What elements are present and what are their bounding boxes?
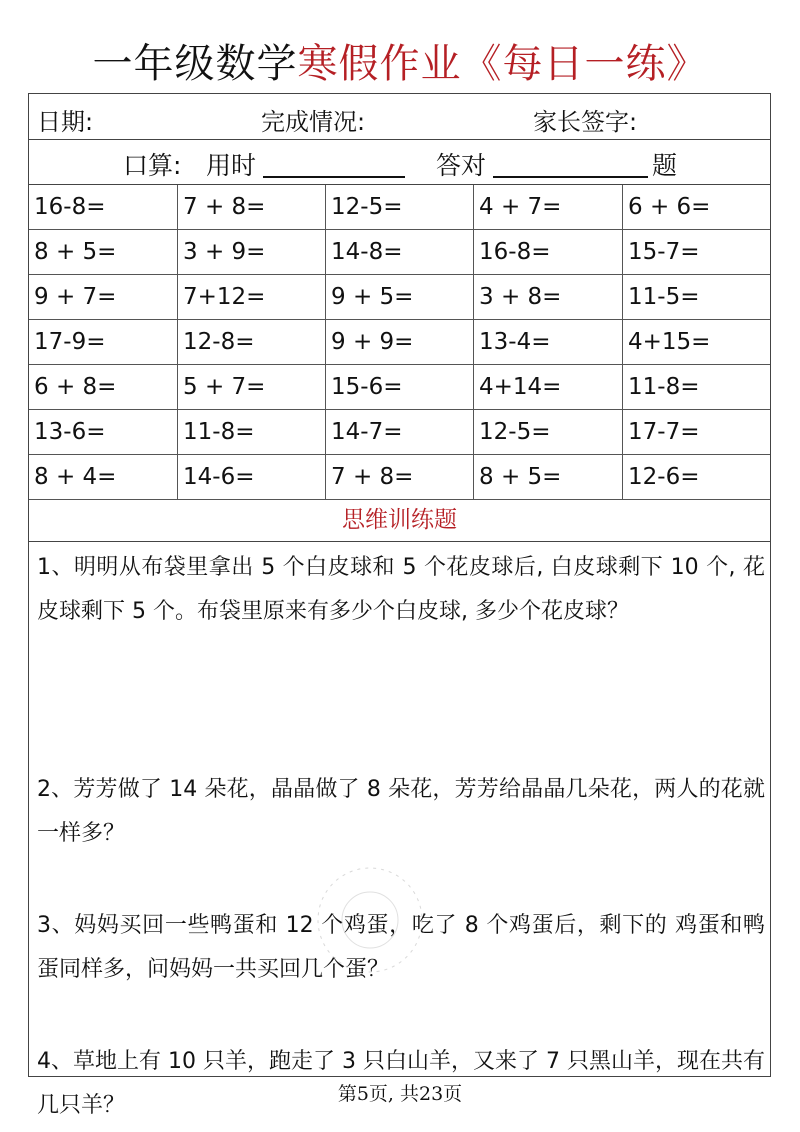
word-problem-2: 2、芳芳做了 14 朵花，晶晶做了 8 朵花，芳芳给晶晶几朵花，两人的花就一样多？: [37, 777, 765, 846]
page-title: [0, 38, 800, 90]
problem-cell: 14-7=: [326, 410, 474, 455]
problem-cell: 8 + 5=: [29, 230, 178, 275]
problem-cell: 16-8=: [29, 185, 178, 230]
completion-status-label: 完成情况:: [261, 108, 366, 136]
problem-cell: 4+15=: [623, 320, 770, 365]
problem-cell: 7 + 8=: [326, 455, 474, 500]
correct-count-blank[interactable]: [493, 176, 648, 178]
title-homework: 寒假作业《每日一练》: [297, 41, 708, 87]
title-grade: 一年级数学: [92, 41, 298, 87]
problem-cell: 11-8=: [623, 365, 770, 410]
problem-cell: 12-6=: [623, 455, 770, 500]
problem-cell: 8 + 4=: [29, 455, 178, 500]
problem-cell: 17-7=: [623, 410, 770, 455]
problem-cell: 12-5=: [474, 410, 623, 455]
problem-cell: 13-4=: [474, 320, 623, 365]
problem-cell: 14-6=: [178, 455, 326, 500]
problem-cell: 8 + 5=: [474, 455, 623, 500]
page-footer: 第5页, 共23页: [337, 1083, 463, 1105]
problem-cell: 17-9=: [29, 320, 178, 365]
oral-problems-grid: [29, 185, 770, 500]
problem-cell: 9 + 5=: [326, 275, 474, 320]
problem-cell: 3 + 8=: [474, 275, 623, 320]
oral-calc-row: [29, 140, 770, 185]
problem-cell: 14-8=: [326, 230, 474, 275]
time-blank[interactable]: [263, 176, 405, 178]
question-unit: 题: [652, 151, 678, 180]
problem-cell: 12-8=: [178, 320, 326, 365]
problem-cell: 11-8=: [178, 410, 326, 455]
problem-cell: 4+14=: [474, 365, 623, 410]
parent-signature-label: 家长签字:: [533, 108, 638, 136]
problem-cell: 9 + 7=: [29, 275, 178, 320]
problem-cell: 5 + 7=: [178, 365, 326, 410]
problem-cell: 7+12=: [178, 275, 326, 320]
problem-cell: 15-7=: [623, 230, 770, 275]
problem-cell: 15-6=: [326, 365, 474, 410]
problem-cell: 12-5=: [326, 185, 474, 230]
problem-cell: 11-5=: [623, 275, 770, 320]
time-used-label: 用时: [206, 151, 257, 180]
problem-cell: 9 + 9=: [326, 320, 474, 365]
oral-calc-label: 口算:: [123, 151, 182, 180]
problem-cell: 6 + 6=: [623, 185, 770, 230]
problem-cell: 6 + 8=: [29, 365, 178, 410]
problem-cell: 4 + 7=: [474, 185, 623, 230]
problem-cell: 7 + 8=: [178, 185, 326, 230]
date-label: 日期:: [37, 108, 94, 136]
problem-cell: 3 + 9=: [178, 230, 326, 275]
word-problem-4: 4、草地上有 10 只羊，跑走了 3 只白山羊，又来了 7 只黑山羊，现在共有几只羊？: [37, 1049, 765, 1118]
info-row: [29, 94, 770, 140]
thinking-section-header: 思维训练题: [29, 500, 770, 542]
watermark-stamp: [300, 850, 440, 990]
correct-count-label: 答对: [436, 151, 487, 180]
word-problem-1: 1、明明从布袋里拿出 5 个白皮球和 5 个花皮球后, 白皮球剩下 10 个, 花皮球剩下 5 个。布袋里原来有多少个白皮球, 多少个花皮球？: [37, 555, 765, 624]
problem-cell: 13-6=: [29, 410, 178, 455]
word-problem-3: 3、妈妈买回一些鸭蛋和 12 个鸡蛋，吃了 8 个鸡蛋后，剩下的 鸡蛋和鸭蛋同样多，问妈妈一共买回几个蛋？: [37, 913, 765, 982]
problem-cell: 16-8=: [474, 230, 623, 275]
